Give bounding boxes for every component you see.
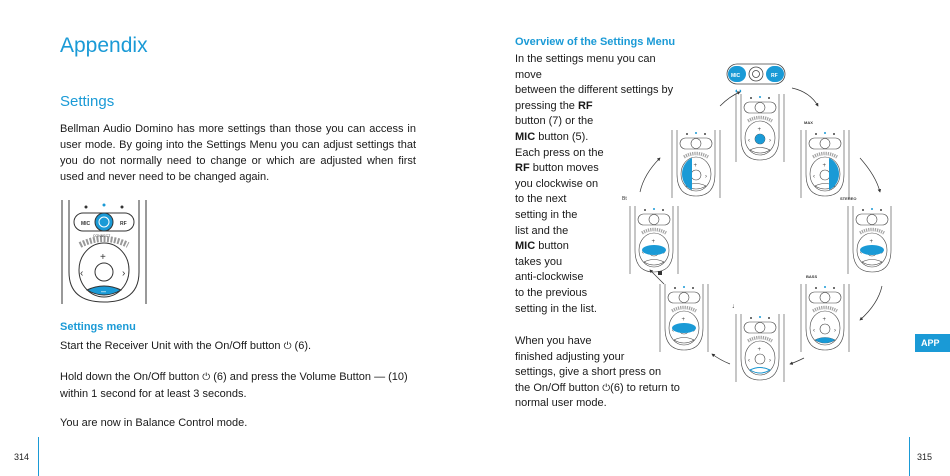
bt-label: Bt xyxy=(622,196,627,202)
overview-line: Each press on the xyxy=(515,146,604,159)
finish-paragraph: When you have finished adjusting your settings, give a short press on the On/Off button ⏻(6) to return to normal user mode. xyxy=(515,335,680,410)
rf-label: RF xyxy=(120,221,127,227)
page-rule-left xyxy=(38,437,39,476)
overview-line: MIC button (5). xyxy=(515,130,589,143)
unit-lock xyxy=(660,284,708,352)
overview-line: pressing the RF xyxy=(515,99,593,112)
power-icon: ⏻ xyxy=(283,341,292,352)
unit-tone xyxy=(736,314,784,382)
overview-line: list and the xyxy=(515,224,569,237)
step-start: Start the Receiver Unit with the On/Off button ⏻ (6). xyxy=(60,340,312,352)
page-number-left: 314 xyxy=(14,452,30,462)
overview-line: setting in the xyxy=(515,208,578,221)
receiver-illustration xyxy=(60,200,150,304)
top-button-pill xyxy=(727,64,785,84)
stereo-label: STEREO xyxy=(840,196,857,201)
overview-line: anti-clockwise xyxy=(515,271,584,284)
overview-line: RF button moves xyxy=(515,162,599,175)
page-number-right: 315 xyxy=(917,452,933,462)
svg-text:–: – xyxy=(101,286,107,296)
settings-menu-heading: Settings menu xyxy=(60,321,136,333)
section-heading: Settings xyxy=(60,93,115,110)
svg-text:›: › xyxy=(122,268,126,279)
unit-stereo xyxy=(848,206,895,274)
appendix-tab: APP xyxy=(915,334,950,352)
overview-line: to the next xyxy=(515,193,567,206)
overview-line: takes you xyxy=(515,255,563,268)
overview-line: MIC button xyxy=(515,240,569,253)
unit-bt xyxy=(630,206,678,274)
max-label: MAX xyxy=(804,120,813,125)
unit-headphones xyxy=(736,94,784,162)
power-icon: ⏻ xyxy=(602,382,611,394)
connect-label: CONNECT xyxy=(93,234,111,238)
music-note-icon: ♩ xyxy=(732,303,739,310)
overview-heading: Overview of the Settings Menu xyxy=(515,36,676,48)
unit-bass xyxy=(801,284,849,352)
overview-line: you clockwise on xyxy=(515,177,599,190)
lock-icon xyxy=(658,271,662,275)
step-balance: You are now in Balance Control mode. xyxy=(60,417,248,429)
settings-cycle-diagram: › MIC RF ◖◗ MAX STEREO Bt BASS ♩ xyxy=(620,58,895,460)
svg-text:‹: ‹ xyxy=(80,268,84,279)
overview-line: to the previous xyxy=(515,286,588,299)
headphones-icon: ◖◗ xyxy=(734,88,743,95)
svg-text:+: + xyxy=(100,252,106,263)
step-hold: Hold down the On/Off button ⏻ (6) and press the Volume Button — (10) within 1 second for at least 3 seconds. xyxy=(60,371,408,400)
unit-balance xyxy=(672,130,720,198)
overview-line: In the settings menu you can move xyxy=(515,53,656,81)
power-icon: ⏻ xyxy=(202,372,211,383)
page-title: Appendix xyxy=(60,34,148,57)
bass-label: BASS xyxy=(806,274,818,279)
overview-line: between the different settings by xyxy=(515,84,674,97)
page-rule-right xyxy=(909,437,910,476)
unit-max xyxy=(801,130,849,198)
overview-line: button (7) or the xyxy=(515,115,594,128)
mic-label: MIC xyxy=(81,221,91,227)
svg-text:RF: RF xyxy=(771,73,778,79)
overview-line: setting in the list. xyxy=(515,302,597,315)
intro-paragraph: Bellman Audio Domino has more settings than those you can access in user mode. By going into the Settings Menu you can adjust settings that you do not normally need to change or which are adjusted when first used and never need to be changed again. xyxy=(60,123,416,183)
svg-text:MIC: MIC xyxy=(731,73,741,79)
